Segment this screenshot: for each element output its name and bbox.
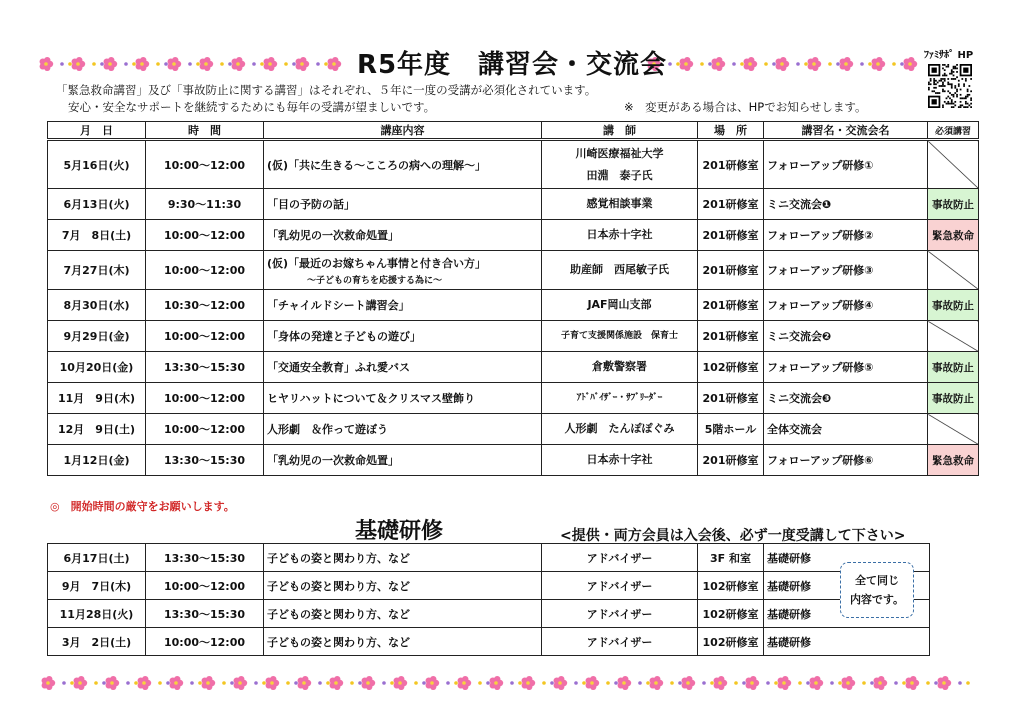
dot-icon [966,681,970,685]
session-title: 人形劇 ＆作って遊ぼう [267,423,388,436]
table-row [48,290,979,321]
session-content [264,383,542,414]
dot-icon [774,681,778,685]
session-content [264,251,542,290]
basic-time: 13:30～15:30 [146,544,264,572]
flower-icon [42,676,56,690]
flower-icon [202,676,216,690]
flower-icon [490,676,504,690]
dot-icon [446,681,450,685]
session-place: 201研修室 [698,445,764,476]
session-course: フォローアップ研修⑥ [764,445,928,476]
session-date: 7月27日(木) [48,251,146,290]
required-badge: 事故防止 [928,383,979,414]
basic-content: 子どもの姿と関わり方、など [264,544,542,572]
session-place: 201研修室 [698,189,764,220]
sessions-table [47,121,979,476]
session-place: 201研修室 [698,140,764,189]
session-instructor [542,189,698,220]
dot-icon [934,681,938,685]
dot-icon [870,681,874,685]
table-row [48,628,930,656]
flower-icon [234,676,248,690]
session-instructor [542,414,698,445]
session-time: 10:00～12:00 [146,140,264,189]
dot-icon [678,681,682,685]
dot-icon [294,681,298,685]
session-time: 10:00～12:00 [146,383,264,414]
dot-icon [166,681,170,685]
dot-icon [94,681,98,685]
header-date: 月 日 [48,122,146,140]
dot-icon [550,681,554,685]
basic-instructor: アドバイザー [542,600,698,628]
required-badge [928,251,979,290]
dot-icon [862,681,866,685]
dot-icon [766,681,770,685]
instructor-line-1: 助産師 西尾敏子氏 [570,263,669,276]
table-row [48,600,930,628]
session-title: 「チャイルドシート講習会」 [267,299,410,312]
instructor-line-1: 子育て支援関係施設 保育士 [560,331,678,341]
flower-icon [586,676,600,690]
flower-icon [746,676,760,690]
flower-icon [426,676,440,690]
basic-time: 10:00～12:00 [146,628,264,656]
required-badge [928,140,979,189]
start-time-footnote: ◎ 開始時間の厳守をお願いします。 [50,500,235,513]
dot-icon [926,681,930,685]
intro-text [56,82,596,116]
flower-icon [810,676,824,690]
session-title: 「交通安全教育」ふれ愛バス [267,361,410,374]
session-place: 201研修室 [698,220,764,251]
basic-content: 子どもの姿と関わり方、など [264,628,542,656]
instructor-line-1: 日本赤十字社 [586,453,653,466]
session-content [264,189,542,220]
session-instructor [542,251,698,290]
dot-icon [806,681,810,685]
dot-icon [454,681,458,685]
dot-icon [326,681,330,685]
flower-icon [618,676,632,690]
session-time: 9:30～11:30 [146,189,264,220]
session-date: 5月16日(火) [48,140,146,189]
dot-icon [126,681,130,685]
dot-icon [894,681,898,685]
dot-icon [478,681,482,685]
flower-icon [778,676,792,690]
session-place: 5階ホール [698,414,764,445]
dot-icon [614,681,618,685]
table-row [48,352,979,383]
session-instructor [542,220,698,251]
session-instructor [542,445,698,476]
session-place: 201研修室 [698,251,764,290]
session-date: 9月29日(金) [48,321,146,352]
dot-icon [518,681,522,685]
session-instructor [542,290,698,321]
dot-icon [606,681,610,685]
session-time: 10:00～12:00 [146,321,264,352]
qr-label: ﾌｧﾐｻﾎﾟ HP [924,50,974,61]
dot-icon [390,681,394,685]
session-course: ミニ交流会❷ [764,321,928,352]
dot-icon [350,681,354,685]
instructor-line-1: 人形劇 たんぽぽぐみ [564,422,675,435]
basic-time: 10:00～12:00 [146,572,264,600]
basic-instructor: アドバイザー [542,628,698,656]
session-title: ヒヤリハットについて＆クリスマス壁飾り [267,392,476,405]
dot-icon [358,681,362,685]
required-badge: 事故防止 [928,352,979,383]
session-date: 12月 9日(土) [48,414,146,445]
basic-training-title: 基礎研修 [355,519,444,544]
required-badge: 事故防止 [928,189,979,220]
table-row [48,445,979,476]
session-content [264,445,542,476]
session-date: 7月 8日(土) [48,220,146,251]
required-badge [928,321,979,352]
session-content [264,290,542,321]
dot-icon [838,681,842,685]
session-title: (仮)「共に生きる～こころの病への理解～」 [267,158,487,172]
session-content [264,321,542,352]
basic-training-note: <提供・両方会員は入会後、必ず一度受講して下さい> [560,528,906,544]
dot-icon [646,681,650,685]
required-badge: 緊急救命 [928,445,979,476]
dot-icon [710,681,714,685]
flower-icon [106,676,120,690]
required-badge: 緊急救命 [928,220,979,251]
basic-place: 102研修室 [698,572,764,600]
flower-icon [266,676,280,690]
session-date: 6月13日(火) [48,189,146,220]
session-time: 13:30～15:30 [146,445,264,476]
dot-icon [262,681,266,685]
dot-icon [230,681,234,685]
instructor-line-1: 感覚相談事業 [586,197,653,210]
dot-icon [422,681,426,685]
dot-icon [286,681,290,685]
session-time: 13:30～15:30 [146,352,264,383]
dot-icon [574,681,578,685]
session-content [264,414,542,445]
session-course: フォローアップ研修⑤ [764,352,928,383]
header-time: 時 間 [146,122,264,140]
change-notice: ※ 変更がある場合は、HPでお知らせします。 [624,100,867,114]
basic-date: 9月 7日(木) [48,572,146,600]
flower-icon [330,676,344,690]
dot-icon [222,681,226,685]
dot-icon [134,681,138,685]
dot-icon [902,681,906,685]
basic-date: 6月17日(土) [48,544,146,572]
instructor-line-1: 日本赤十字社 [586,228,653,241]
session-title: 「乳幼児の一次救命処置」 [267,229,399,242]
flower-icon [522,676,536,690]
flower-icon [906,676,920,690]
same-content-callout: 全て同じ 内容です。 [840,562,914,618]
session-subtitle: ～子どもの育ちを応援する為に～ [307,275,443,286]
session-date: 1月12日(金) [48,445,146,476]
session-course: 全体交流会 [764,414,928,445]
dot-icon [638,681,642,685]
session-course: フォローアップ研修② [764,220,928,251]
session-place: 102研修室 [698,352,764,383]
basic-course: 基礎研修 [764,572,930,600]
table-row [48,544,930,572]
basic-place: 3F 和室 [698,544,764,572]
basic-course: 基礎研修 [764,628,930,656]
flower-icon [138,676,152,690]
dot-icon [382,681,386,685]
session-content [264,352,542,383]
basic-place: 102研修室 [698,600,764,628]
instructor-line-1: JAF岡山支部 [587,298,652,311]
dot-icon [190,681,194,685]
session-place: 201研修室 [698,383,764,414]
dot-icon [510,681,514,685]
basic-date: 3月 2日(土) [48,628,146,656]
flower-icon [682,676,696,690]
basic-content: 子どもの姿と関わり方、など [264,572,542,600]
dot-icon [102,681,106,685]
flower-border-bottom [40,674,980,692]
basic-date: 11月28日(火) [48,600,146,628]
page-title: R5年度 講習会・交流会 [356,50,668,80]
flower-icon [842,676,856,690]
table-row [48,321,979,352]
session-time: 10:30～12:00 [146,290,264,321]
session-title: (仮)「最近のお嫁ちゃん事情と付き合い方」 [267,256,487,270]
session-content [264,140,542,189]
flower-icon [938,676,952,690]
session-instructor [542,383,698,414]
session-course: ミニ交流会❶ [764,189,928,220]
instructor-line-1: ｱﾄﾞﾊﾞｲｻﾞｰ・ｻﾌﾞﾘｰﾀﾞｰ [576,393,663,403]
session-date: 10月20日(金) [48,352,146,383]
dot-icon [486,681,490,685]
basic-instructor: アドバイザー [542,544,698,572]
basic-training-table [47,543,930,656]
dot-icon [318,681,322,685]
table-row [48,220,979,251]
session-course: フォローアップ研修① [764,140,928,189]
header-course: 講習名・交流会名 [764,122,928,140]
basic-instructor: アドバイザー [542,572,698,600]
table-row [48,251,979,290]
session-instructor [542,321,698,352]
flower-icon [554,676,568,690]
intro-line-2: 安心・安全なサポートを継続するためにも毎年の受講が望ましいです。 [68,100,436,114]
required-badge [928,414,979,445]
flower-icon [714,676,728,690]
instructor-line-1: 川崎医療福祉大学 [575,146,664,160]
session-time: 10:00～12:00 [146,220,264,251]
basic-time: 13:30～15:30 [146,600,264,628]
session-date: 8月30日(水) [48,290,146,321]
dot-icon [542,681,546,685]
session-instructor [542,140,698,189]
flower-icon [394,676,408,690]
session-place: 201研修室 [698,290,764,321]
session-place: 201研修室 [698,321,764,352]
session-title: 「目の予防の話」 [267,198,355,211]
session-course: フォローアップ研修③ [764,251,928,290]
flower-icon [298,676,312,690]
basic-course: 基礎研修 [764,544,930,572]
session-time: 10:00～12:00 [146,251,264,290]
basic-place: 102研修室 [698,628,764,656]
header-content: 講座内容 [264,122,542,140]
table-row [48,414,979,445]
table-header [48,122,979,140]
intro-line-1: 「緊急救命講習」及び「事故防止に関する講習」はそれぞれ、５年に一度の受講が必須化されています。 [56,83,597,97]
table-row [48,383,979,414]
instructor-line-2: 田淵 泰子氏 [586,168,653,182]
flower-icon [74,676,88,690]
flower-icon [874,676,888,690]
flower-icon [170,676,184,690]
dot-icon [734,681,738,685]
header-instructor: 講 師 [542,122,698,140]
session-instructor [542,352,698,383]
flower-icon [362,676,376,690]
session-title: 「身体の発達と子どもの遊び」 [267,330,421,343]
dot-icon [702,681,706,685]
dot-icon [158,681,162,685]
table-row [48,140,979,189]
required-badge: 事故防止 [928,290,979,321]
session-title: 「乳幼児の一次救命処置」 [267,454,399,467]
session-content [264,220,542,251]
session-course: フォローアップ研修④ [764,290,928,321]
dot-icon [958,681,962,685]
dot-icon [582,681,586,685]
dot-icon [254,681,258,685]
table-row [48,189,979,220]
session-date: 11月 9日(木) [48,383,146,414]
dot-icon [670,681,674,685]
basic-content: 子どもの姿と関わり方、など [264,600,542,628]
dot-icon [798,681,802,685]
flower-icon [458,676,472,690]
dot-icon [62,681,66,685]
session-time: 10:00～12:00 [146,414,264,445]
qr-code-icon[interactable] [928,64,972,108]
table-row [48,572,930,600]
dot-icon [70,681,74,685]
dot-icon [830,681,834,685]
dot-icon [198,681,202,685]
dot-icon [414,681,418,685]
flower-icon [650,676,664,690]
header-place: 場 所 [698,122,764,140]
header-required: 必須講習 [928,122,979,140]
session-course: ミニ交流会❸ [764,383,928,414]
basic-course: 基礎研修 [764,600,930,628]
instructor-line-1: 倉敷警察署 [592,360,647,373]
dot-icon [742,681,746,685]
